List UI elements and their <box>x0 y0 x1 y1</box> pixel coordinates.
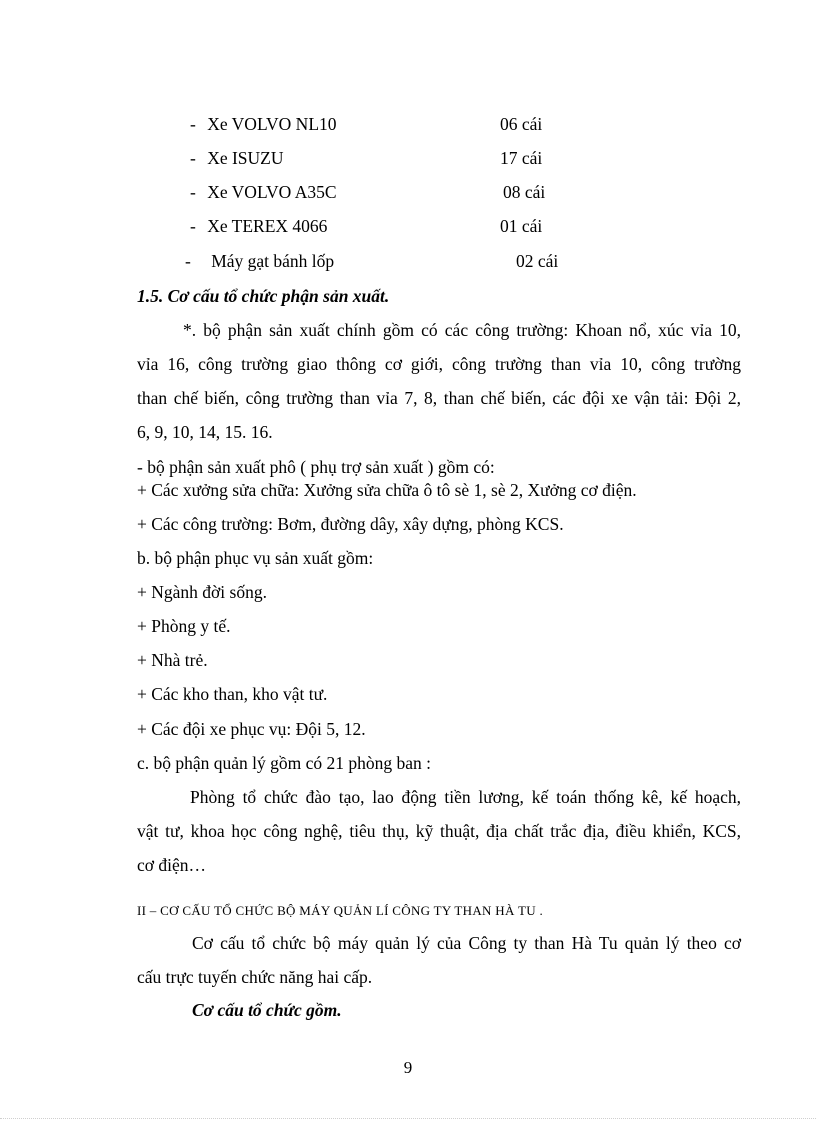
vehicle-row <box>190 181 337 203</box>
vehicle-name: Xe VOLVO NL10 <box>207 114 337 134</box>
page-bottom-divider <box>0 1118 816 1119</box>
chapter-heading: II – CƠ CẤU TỔ CHỨC BỘ MÁY QUẢN LÍ CÔNG TY THAN HÀ TU . <box>137 903 543 918</box>
paragraph-line: vật tư, khoa học công nghệ, tiêu thụ, kỹ thuật, địa chất trắc địa, điều khiển, KCS, <box>137 821 741 841</box>
service-item: + Phòng y tế. <box>137 616 231 636</box>
vehicle-name: Xe ISUZU <box>207 148 284 168</box>
paragraph-line: Phòng tổ chức đào tạo, lao động tiền lương, kế toán thống kê, kế hoạch, <box>190 787 741 807</box>
vehicle-qty: 01 cái <box>500 216 543 236</box>
paragraph-line: vỉa 16, công trường giao thông cơ giới, công trường than vỉa 10, công trường <box>137 354 741 374</box>
list-dash: - <box>190 216 196 236</box>
vehicle-name: Xe VOLVO A35C <box>207 182 337 202</box>
paragraph-line: *. bộ phận sản xuất chính gồm có các công trường: Khoan nổ, xúc vỉa 10, <box>183 320 741 340</box>
aux-intro: - bộ phận sản xuất phô ( phụ trợ sản xuất ) gồm có: <box>137 457 495 477</box>
paragraph-line: than chế biến, công trường than vỉa 7, 8, than chế biến, các đội xe vận tải: Đội 2, <box>137 388 741 408</box>
aux-item: + Các công trường: Bơm, đường dây, xây dựng, phòng KCS. <box>137 514 564 534</box>
vehicle-qty: 17 cái <box>500 148 543 168</box>
sub-heading: Cơ cấu tổ chức gồm. <box>192 1000 342 1020</box>
list-dash: - <box>190 182 196 202</box>
vehicle-name: Máy gạt bánh lốp <box>211 251 335 271</box>
vehicle-row <box>190 113 337 135</box>
service-item: + Nhà trẻ. <box>137 650 208 670</box>
list-dash: - <box>190 114 196 134</box>
paragraph-line: cơ điện… <box>137 855 207 875</box>
vehicle-row <box>190 215 327 237</box>
vehicle-qty: 02 cái <box>516 251 559 271</box>
list-dash: - <box>190 148 196 168</box>
vehicle-qty: 06 cái <box>500 114 543 134</box>
paragraph-line: 6, 9, 10, 14, 15. 16. <box>137 422 273 442</box>
vehicle-row <box>190 147 284 169</box>
list-dash: - <box>185 251 191 271</box>
vehicle-qty: 08 cái <box>503 182 546 202</box>
paragraph-line: Cơ cấu tổ chức bộ máy quản lý của Công ty than Hà Tu quản lý theo cơ <box>192 933 741 953</box>
page-number: 9 <box>403 1058 413 1077</box>
vehicle-name: Xe TEREX 4066 <box>207 216 328 236</box>
service-item: + Các kho than, kho vật tư. <box>137 684 328 704</box>
service-item: + Ngành đời sống. <box>137 582 267 602</box>
service-intro: b. bộ phận phục vụ sản xuất gồm: <box>137 548 374 568</box>
paragraph-line: cấu trực tuyến chức năng hai cấp. <box>137 967 373 987</box>
service-item: + Các đội xe phục vụ: Đội 5, 12. <box>137 719 366 739</box>
section-heading: 1.5. Cơ cấu tổ chức phận sản xuất. <box>137 286 390 306</box>
aux-item: + Các xưởng sửa chữa: Xưởng sửa chữa ô tô sè 1, sè 2, Xưởng cơ điện. <box>137 480 637 500</box>
vehicle-row <box>185 250 334 272</box>
mgmt-intro: c. bộ phận quản lý gồm có 21 phòng ban : <box>137 753 432 773</box>
